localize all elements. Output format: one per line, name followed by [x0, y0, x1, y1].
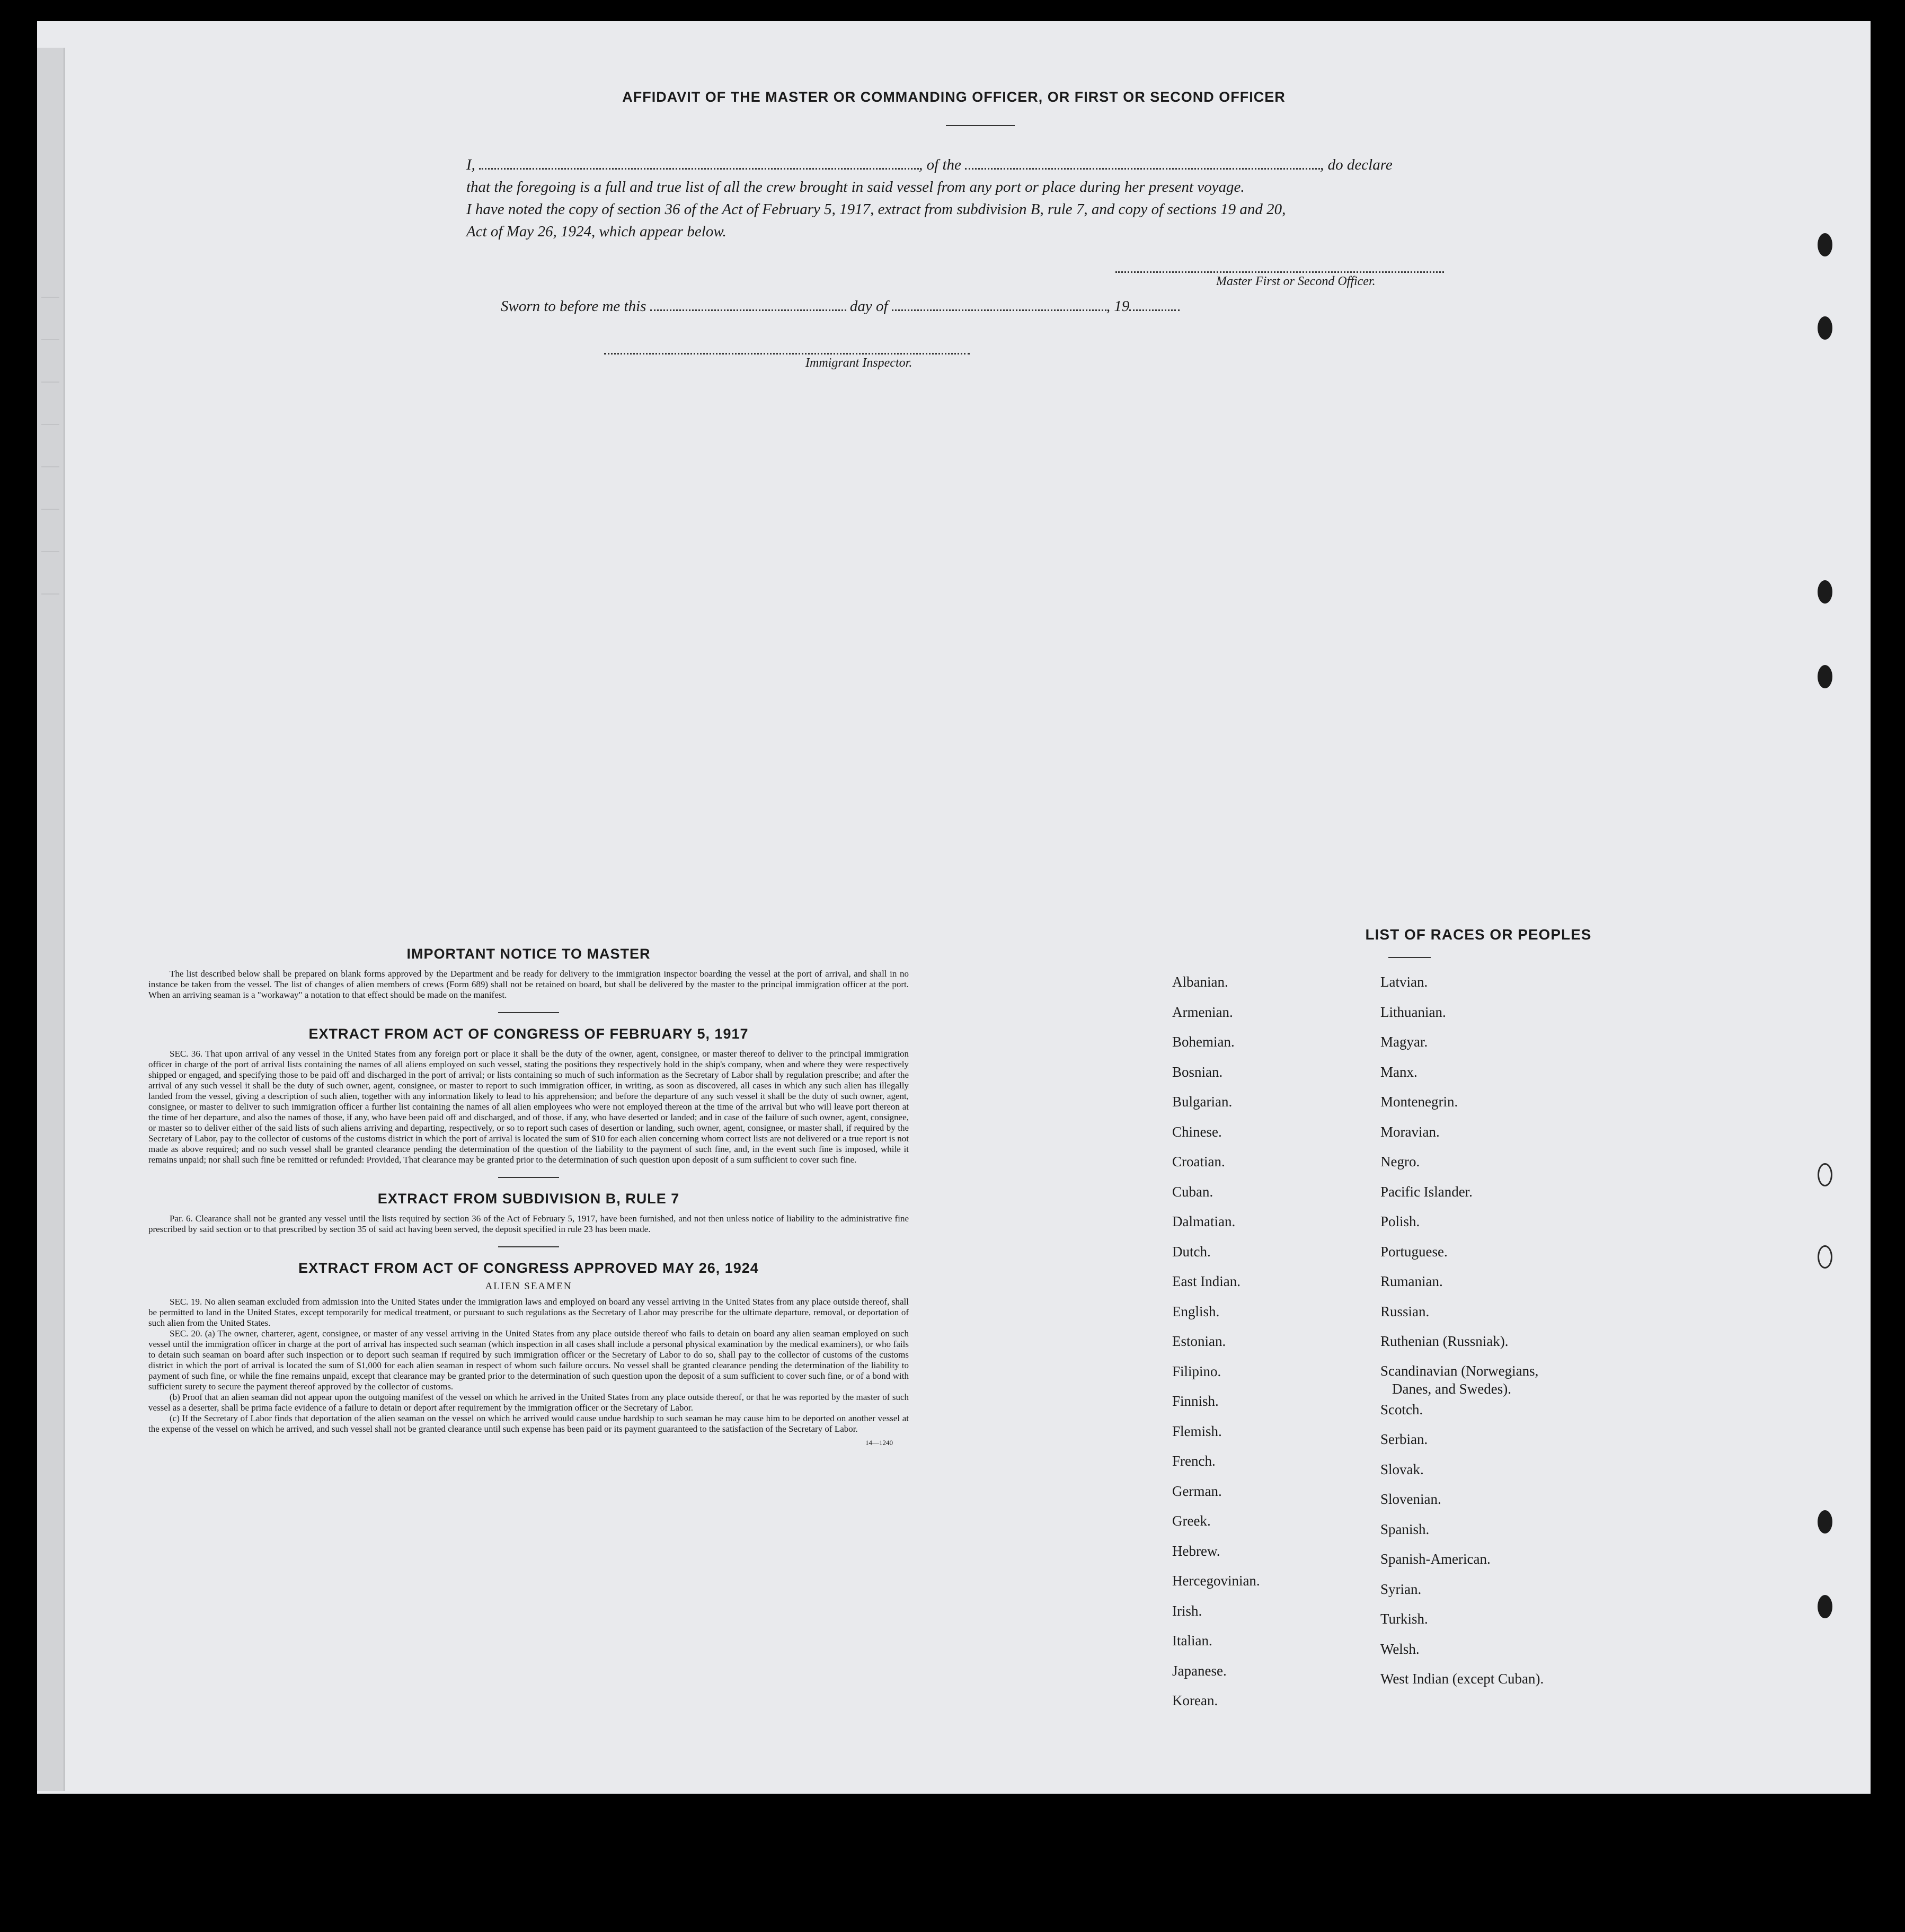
edge-line: [41, 466, 59, 467]
inspector-label: Immigrant Inspector.: [805, 356, 912, 370]
race-item: Bulgarian.: [1172, 1094, 1233, 1110]
scandinavian-line-1: Scandinavian (Norwegians,: [1380, 1362, 1539, 1379]
race-item: Slovak.: [1380, 1461, 1424, 1477]
sec-20a-body: SEC. 20. (a) The owner, charterer, agent, consignee, or master of any vessel arriving in the United States from any place outside thereof who fails to detain on board any alien seaman employed on such vessel until the immigration officer in charge at the port of arrival has inspected such seaman (which inspection in all cases shall include a personal physical examination by the medical examiners), or who fails to detain such seaman on board after such inspection or to deport such seaman if required by such immigration officer or the Secretary of Labor to do so, shall pay to the collector of customs of the customs district in which the port of arrival is located the sum of $1,000 for each alien seaman in respect of whom such failure occurs. No vessel shall be granted clearance pending the determination of the liability to payment of such fine, or while the fine remains unpaid, except that clearance may be granted prior to the determination of such question upon the deposit of a sum sufficient to cover such fine, or of a bond with sufficient surety to secure the payment thereof approved by the collector of customs.: [148, 1328, 909, 1392]
extract-1917-body: SEC. 36. That upon arrival of any vessel in the United States from any foreign port or place it shall be the duty of the owner, agent, consignee, or master thereof to deliver to the principal immigration officer in charge of the port of arrival lists containing the names of all aliens employed on such vessel, stating the positions they respectively hold in the ship's company, when and where they were respectively shipped or engaged, and specifying those to be paid off and discharged in the port of arrival; or lists containing so much of such information as the Secretary of Labor shall by regulation prescribe; and after the arrival of any such vessel it shall be the duty of such owner, agent, consignee, or master to report to such immigration officer, in writing, as soon as discovered, all cases in which any such alien has illegally landed from the vessel, giving a description of such alien, together with any information likely to lead to his apprehension; and before the departure of any such vessel it shall be the duty of such owner, agent, consignee, or master to deliver to such immigration officer a further list containing the names of all alien employees who were not employed thereon at the time of the arrival but who will leave port thereon at the time of her departure, and also the names of those, if any, who have been paid off and discharged, and of those, if any, who have deserted or landed; and in case of the failure of such owner, agent, consignee, or master so to deliver either of the said lists of such aliens arriving and departing, respectively, or so to report such cases of desertion or landing, such owner, agent, consignee, or master shall, if required by the Secretary of Labor, pay to the collector of customs of the customs district in which the port of arrival is located the sum of $10 for each alien concerning whom correct lists are not delivered or a true report is not made as above required; and no such vessel shall be granted clearance pending the determination of the question of the liability to the payment of such fine, and, in the event such fine is imposed, while it remains unpaid; nor shall such fine be remitted or refunded: Provided, That clearance may be granted prior to the determination of such question upon deposit of a sum sufficient to cover such fine.: [148, 1049, 909, 1165]
declaration-line-1: [466, 154, 1526, 176]
edge-line: [41, 297, 59, 298]
race-item: Latvian.: [1380, 974, 1428, 990]
race-item: Syrian.: [1380, 1581, 1422, 1597]
race-item: Dutch.: [1172, 1243, 1211, 1260]
form-number: 14—1240: [865, 1439, 893, 1447]
race-item: Hebrew.: [1172, 1543, 1220, 1559]
sec-19-body: SEC. 19. No alien seaman excluded from admission into the United States under the immigration laws and employed on board any vessel arriving in the United States from any place outside thereof, shall be permitted to land in the United States, except temporarily for medical treatment, or pursuant to such regulations as the Secretary of Labor may prescribe for the ultimate departure, removal, or deportation of such alien from the United States.: [148, 1297, 909, 1328]
section-rule: [498, 1177, 559, 1178]
affidavit-title: AFFIDAVIT OF THE MASTER OR COMMANDING OFFICER, OR FIRST OR SECOND OFFICER: [622, 89, 1286, 105]
punch-hole: [1818, 233, 1832, 256]
declarant-label: I,: [466, 156, 475, 173]
race-item-scandinavian: [1380, 1357, 1544, 1395]
race-item: Armenian.: [1172, 1004, 1233, 1020]
extract-rule7-title: EXTRACT FROM SUBDIVISION B, RULE 7: [377, 1191, 680, 1207]
extract-rule7-body: Par. 6. Clearance shall not be granted any vessel until the lists required by section 36 of the Act of February 5, 1917, have been furnished, and not then unless notice of liability to the administrative fine prescribed by said section or to that prescribed by section 35 of said act having been served, the deposit specified in rule 23 has been made.: [148, 1213, 909, 1234]
sworn-day-of: day of: [849, 298, 888, 315]
sworn-year-prefix: , 19: [1106, 298, 1130, 315]
race-item: Dalmatian.: [1172, 1213, 1236, 1229]
of-the-label: , of the: [919, 156, 961, 173]
race-item: Lithuanian.: [1380, 1004, 1446, 1020]
race-item: Japanese.: [1172, 1662, 1227, 1679]
race-item: Ruthenian (Russniak).: [1380, 1333, 1509, 1349]
race-item: Hercegovinian.: [1172, 1573, 1260, 1589]
notices-column: [148, 946, 909, 1447]
races-title-rule-b: [1391, 957, 1431, 958]
races-title: LIST OF RACES OR PEOPLES: [1365, 926, 1592, 943]
race-item: Bohemian.: [1172, 1034, 1235, 1050]
race-item: Negro.: [1380, 1154, 1420, 1169]
alien-seamen-subtitle: ALIEN SEAMEN: [485, 1281, 572, 1292]
race-item: Turkish.: [1380, 1611, 1428, 1627]
punch-hole: [1818, 1245, 1832, 1269]
punch-hole: [1818, 316, 1832, 340]
edge-line: [41, 424, 59, 425]
declaration-line-2: that the foregoing is a full and true list of all the crew brought in said vessel from any port or place during her present voyage.: [466, 179, 1245, 196]
race-item: Serbian.: [1380, 1431, 1428, 1447]
sheet-edge-strip: [37, 48, 65, 1791]
punch-hole: [1818, 580, 1832, 604]
race-item: Spanish.: [1380, 1521, 1430, 1537]
edge-line: [41, 339, 59, 340]
punch-hole: [1818, 1163, 1832, 1186]
declarant-name-field[interactable]: [479, 164, 919, 170]
race-item: Welsh.: [1380, 1641, 1420, 1657]
race-item: East Indian.: [1172, 1273, 1241, 1289]
edge-line: [41, 509, 59, 510]
race-item: Korean.: [1172, 1692, 1218, 1708]
race-item: Portuguese.: [1380, 1243, 1448, 1260]
race-item: Italian.: [1172, 1633, 1212, 1649]
race-item: Bosnian.: [1172, 1064, 1223, 1080]
edge-line: [41, 382, 59, 383]
race-item: Chinese.: [1172, 1123, 1222, 1140]
race-item: English.: [1172, 1303, 1220, 1319]
declaration-line-3: I have noted the copy of section 36 of the Act of February 5, 1917, extract from subdivision B, rule 7, and copy of sections 19 and 20,: [466, 201, 1286, 218]
race-item: French.: [1172, 1453, 1216, 1469]
sworn-prefix: Sworn to before me this: [501, 298, 646, 315]
race-item: Finnish.: [1172, 1393, 1219, 1409]
race-item: Spanish-American.: [1380, 1551, 1491, 1567]
extract-1924-title: EXTRACT FROM ACT OF CONGRESS APPROVED MAY 26, 1924: [298, 1260, 759, 1276]
scandinavian-line-2: Danes, and Swedes).: [1392, 1380, 1511, 1397]
declare-label: , do declare: [1320, 156, 1393, 173]
sworn-line: [501, 298, 1180, 315]
race-item: Filipino.: [1172, 1363, 1221, 1379]
race-item: Greek.: [1172, 1513, 1211, 1529]
edge-line: [41, 551, 59, 552]
declaration-line-4: Act of May 26, 1924, which appear below.: [466, 223, 726, 240]
race-item: German.: [1172, 1483, 1222, 1499]
punch-hole: [1818, 1595, 1832, 1618]
affidavit-declaration: [466, 154, 1526, 243]
notice-title: IMPORTANT NOTICE TO MASTER: [406, 946, 651, 962]
master-signature-label: Master First or Second Officer.: [1216, 274, 1376, 288]
punch-hole: [1818, 665, 1832, 688]
sworn-year-field[interactable]: [1129, 305, 1180, 311]
document-sheet: [37, 21, 1871, 1794]
inspector-signature-field[interactable]: [604, 353, 970, 355]
race-item: West Indian (except Cuban).: [1380, 1671, 1544, 1687]
races-column-right: [1380, 967, 1544, 1694]
vessel-name-field[interactable]: [965, 164, 1320, 170]
race-item: Magyar.: [1380, 1034, 1428, 1050]
race-item: Cuban.: [1172, 1183, 1213, 1200]
race-item: Flemish.: [1172, 1423, 1222, 1439]
race-item: Croatian.: [1172, 1154, 1225, 1169]
sworn-day-field[interactable]: [650, 305, 846, 311]
race-item: Moravian.: [1380, 1123, 1440, 1140]
race-item: Pacific Islander.: [1380, 1183, 1473, 1200]
sec-20b-body: (b) Proof that an alien seaman did not appear upon the outgoing manifest of the vessel on which he arrived in the United States from any place outside thereof, or that he was reported by the master of such vessel as a deserter, shall be prima facie evidence of a failure to detain or deport after requirement by the immigration officer or the Secretary of Labor.: [148, 1392, 909, 1413]
race-item: Albanian.: [1172, 974, 1228, 990]
race-item: Manx.: [1380, 1064, 1417, 1080]
race-item: Slovenian.: [1380, 1491, 1441, 1507]
sworn-month-field[interactable]: [892, 305, 1106, 311]
race-item: Polish.: [1380, 1213, 1420, 1229]
master-signature-field[interactable]: [1115, 271, 1444, 273]
title-rule: [946, 125, 1015, 126]
punch-hole: [1818, 1510, 1832, 1534]
race-item: Russian.: [1380, 1303, 1430, 1319]
race-item: Irish.: [1172, 1602, 1202, 1619]
race-item: Estonian.: [1172, 1333, 1226, 1349]
section-rule: [498, 1012, 559, 1013]
races-column-left: [1172, 967, 1260, 1716]
race-item: Scotch.: [1380, 1401, 1423, 1417]
notice-body: The list described below shall be prepared on blank forms approved by the Department and be ready for delivery to the immigration inspector boarding the vessel at the port of arrival, and shall in no instance be taken from the vessel. The list of changes of alien members of crews (Form 689) shall not be retained on board, but shall be delivered by the master to the principal immigration officer at the port. When an arriving seaman is a "workaway" a notation to that effect should be made on the manifest.: [148, 969, 909, 1000]
race-item: Rumanian.: [1380, 1273, 1443, 1289]
extract-1917-title: EXTRACT FROM ACT OF CONGRESS OF FEBRUARY 5, 1917: [308, 1026, 749, 1042]
edge-line: [41, 593, 59, 595]
section-rule: [498, 1246, 559, 1247]
sec-20c-body: (c) If the Secretary of Labor finds that deportation of the alien seaman on the vessel on which he arrived would cause undue hardship to such seaman he may cause him to be deported on another vessel at the expense of the vessel on which he arrived, and such vessel shall not be granted clearance until such expense has been paid or its payment guaranteed to the satisfaction of the Secretary of Labor.: [148, 1413, 909, 1434]
race-item: Montenegrin.: [1380, 1094, 1458, 1110]
